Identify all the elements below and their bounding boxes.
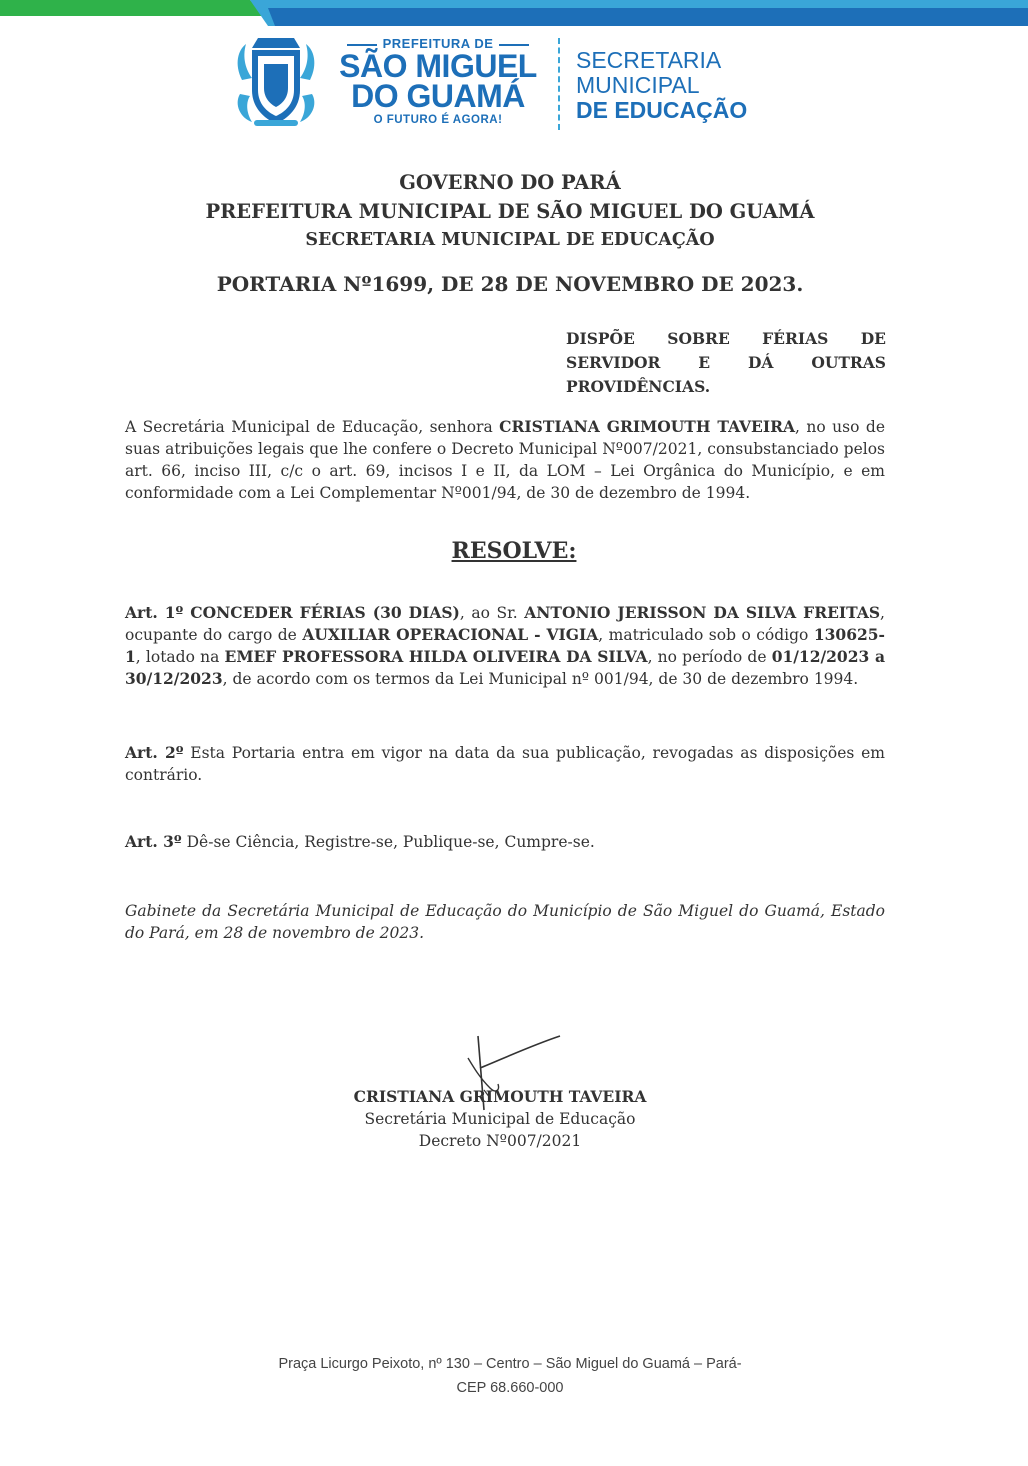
- secretaria-line-2: MUNICIPAL: [576, 72, 700, 98]
- portaria-number: PORTARIA Nº1699, DE 28 DE NOVEMBRO DE 2023.: [216, 272, 804, 296]
- signer-name: CRISTIANA GRIMOUTH TAVEIRA: [353, 1087, 647, 1106]
- city-wordmark-logo: [332, 34, 544, 126]
- art1-text-4: , lotado na: [135, 648, 225, 666]
- signer-decree: Decreto Nº007/2021: [418, 1132, 582, 1150]
- preamble-part-1: A Secretária Municipal de Educação, senhora: [125, 418, 500, 436]
- logo-line-2: DO GUAMÁ: [351, 78, 525, 114]
- header-divider: [558, 38, 560, 130]
- city-crest-logo: [228, 34, 324, 130]
- preamble-part-2: , no uso de suas atribuições legais que lhe confere o Decreto Municipal Nº007/2021, consubstanciado pelos art. 66, inciso III, c/c o art. 69, incisos I e II, da LOM – Lei Orgânica do Município, e em conformidade com a Lei Complementar Nº001/94, de 30 de dezembro de 1994.: [125, 418, 885, 502]
- article-2: [125, 742, 885, 786]
- art3-lead: Art. 3º: [125, 832, 182, 851]
- art1-cargo: AUXILIAR OPERACIONAL - VIGIA: [302, 625, 599, 644]
- logo-slogan: O FUTURO É AGORA!: [373, 114, 503, 126]
- art3-text: Dê-se Ciência, Registre-se, Publique-se, Cumpre-se.: [181, 833, 595, 851]
- footer-address-line: Praça Licurgo Peixoto, nº 130 – Centro – São Miguel do Guamá – Pará-: [278, 1356, 742, 1372]
- footer-address: [150, 1352, 870, 1400]
- secretaria-logo: [576, 48, 747, 123]
- top-color-band: [0, 0, 1028, 28]
- closing-statement: Gabinete da Secretária Municipal de Educação do Município de São Miguel do Guamá, Estado do Pará, em 28 de novembro de 2023.: [125, 902, 885, 942]
- title-secretaria: SECRETARIA MUNICIPAL DE EDUCAÇÃO: [305, 230, 715, 250]
- resolve-heading: RESOLVE:: [451, 538, 577, 564]
- art2-text: Esta Portaria entra em vigor na data da sua publicação, revogadas as disposições em contrário.: [125, 744, 885, 784]
- art1-periodo: 01/12/2023 a 30/12/2023: [125, 647, 885, 688]
- signer-role: Secretária Municipal de Educação: [364, 1110, 636, 1128]
- ementa: DISPÕE SOBRE FÉRIAS DE SERVIDOR E DÁ OUTRAS PROVIDÊNCIAS.: [566, 329, 886, 396]
- art1-text-5: , no período de: [647, 648, 772, 666]
- secretaria-line-3: DE EDUCAÇÃO: [576, 97, 748, 123]
- article-1: [125, 602, 885, 690]
- art1-servidor: ANTONIO JERISSON DA SILVA FREITAS: [524, 603, 881, 622]
- logo-line-1: SÃO MIGUEL: [339, 48, 537, 84]
- secretaria-line-1: SECRETARIA: [576, 47, 722, 73]
- institution-titles: [120, 168, 900, 255]
- preamble-secretary-name: CRISTIANA GRIMOUTH TAVEIRA: [499, 417, 795, 436]
- art1-lead: Art. 1º CONCEDER FÉRIAS (30 DIAS): [125, 603, 460, 622]
- title-prefeitura: PREFEITURA MUNICIPAL DE SÃO MIGUEL DO GUAMÁ: [205, 200, 815, 223]
- art1-text-1: , ao Sr.: [459, 604, 525, 622]
- letterhead: [228, 34, 788, 134]
- preamble-paragraph: [125, 416, 885, 504]
- art1-text-2: , ocupante do cargo de: [125, 604, 885, 644]
- logo-prefix: PREFEITURA DE: [332, 36, 544, 51]
- footer-cep: CEP 68.660-000: [456, 1380, 564, 1396]
- art2-lead: Art. 2º: [125, 743, 184, 762]
- art1-matricula: 130625-1: [125, 625, 885, 666]
- article-3: [125, 831, 885, 853]
- art1-text-6: , de acordo com os termos da Lei Municipal nº 001/94, de 30 de dezembro 1994.: [222, 670, 859, 688]
- art1-lotacao: EMEF PROFESSORA HILDA OLIVEIRA DA SILVA: [224, 647, 648, 666]
- signature-block: [300, 1086, 700, 1152]
- art1-text-3: , matriculado sob o código: [598, 626, 814, 644]
- title-governo: GOVERNO DO PARÁ: [399, 171, 621, 194]
